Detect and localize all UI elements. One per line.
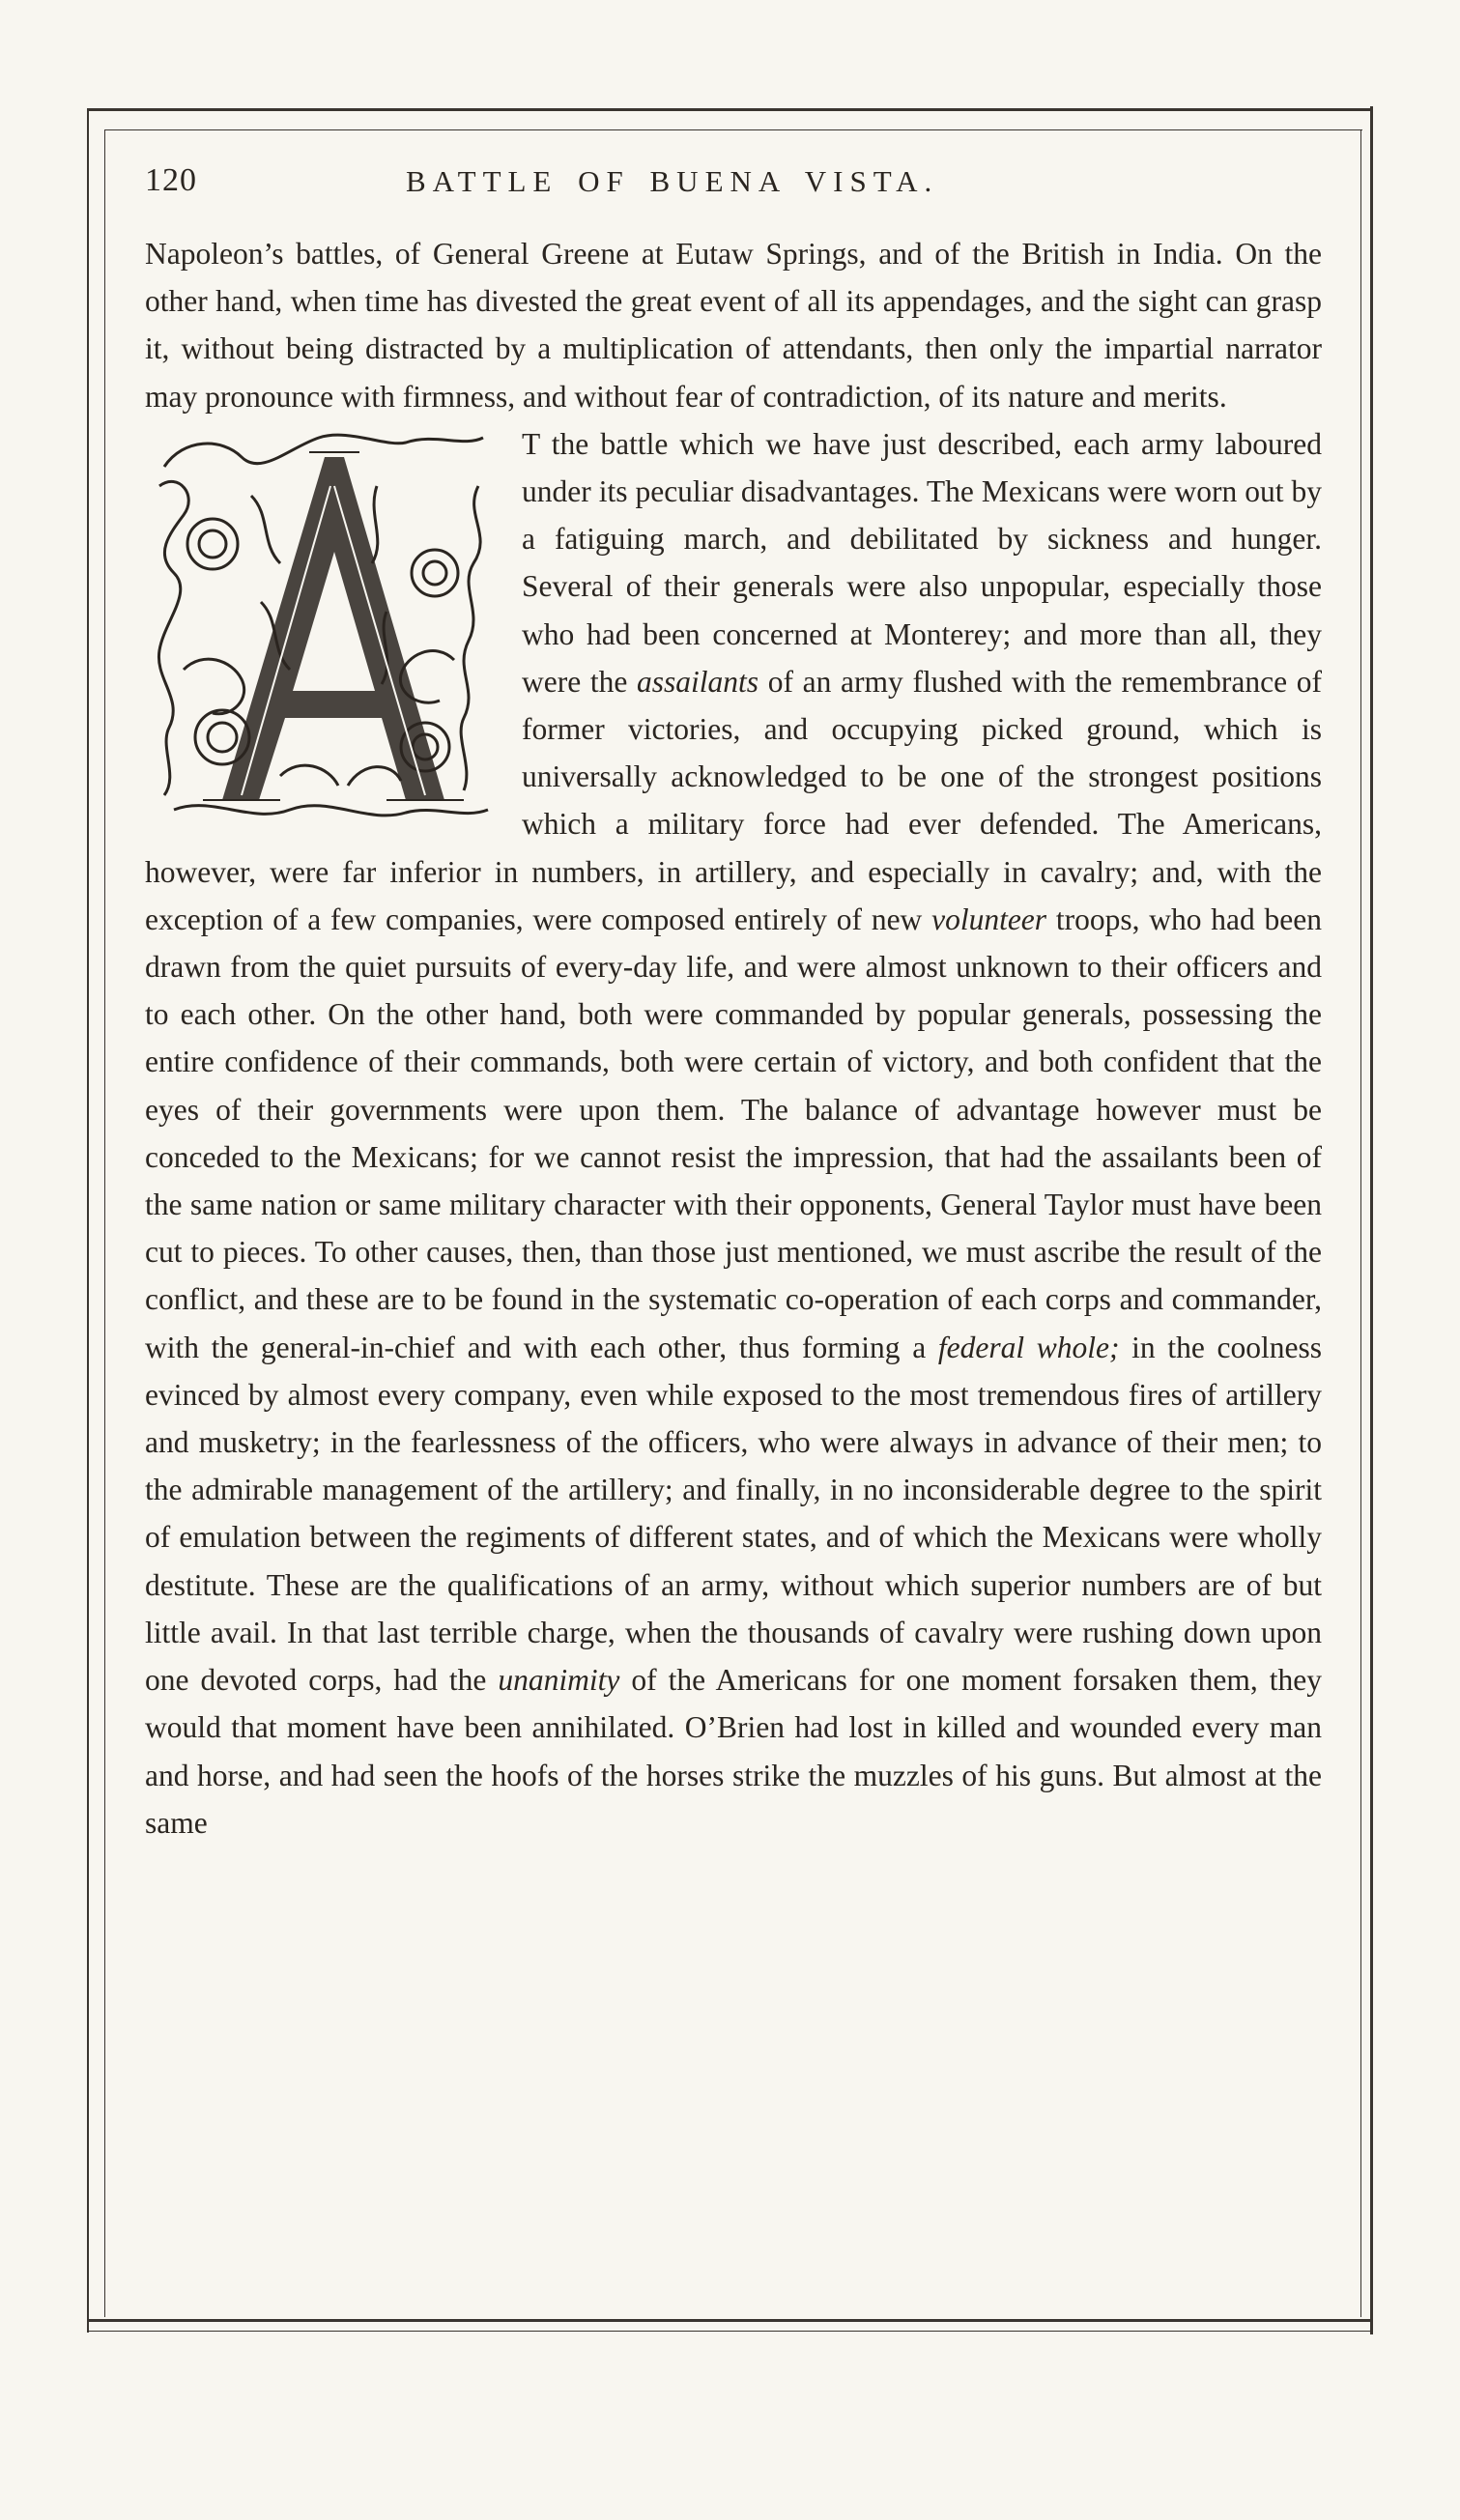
italic-volunteer: volunteer xyxy=(931,902,1047,936)
paragraph-2-text-e: of the Americans for one moment forsaken them, they would that moment have been annihilated. O’Brien had lost in killed and wounded every man and horse, and had seen the hoofs of the horses strike the muzzles of his guns. But almost at the same xyxy=(145,1663,1323,1840)
frame-outer-right-rule xyxy=(1370,106,1373,2334)
ornamental-drop-cap-icon xyxy=(145,428,504,834)
italic-assailants: assailants xyxy=(637,664,759,699)
page-header xyxy=(145,162,1324,211)
page-body xyxy=(145,230,1322,1847)
paragraph-2-text-b: of an army flushed with the remembrance of former victories, and occupying picked ground, which is universally acknowledged to be one of the strongest positions which a military force had ever defended. The Americans, however, were far inferior in numbers, in artillery, and especially in cavalry; and, with the exception of a few companies, were composed entirely of new xyxy=(145,664,1322,936)
paragraph-1: Napoleon’s battles, of General Greene at Eutaw Springs, and of the British in India. On the other hand, when time has divested the great event of all its appendages, and the sight can grasp it, without being distracted by a multiplication of attendants, then only the impartial narrator may pronounce with firmness, and without fear of contradiction, of its nature and merits. xyxy=(145,237,1322,414)
page-number: 120 xyxy=(145,162,197,198)
frame-outer-bottom-rule xyxy=(87,2319,1372,2322)
frame-outer-top-rule xyxy=(87,108,1372,111)
frame-inner-left-rule xyxy=(104,129,105,2317)
italic-federal-whole: federal whole; xyxy=(937,1330,1120,1364)
running-head: BATTLE OF BUENA VISTA. xyxy=(406,164,939,198)
paragraph-2-text-c: troops, who had been drawn from the quiet pursuits of every-day life, and were almost unknown to their officers and to each other. On the other hand, both were commanded by popular generals, possessing the entire confidence of their commands, both were certain of victory, and both confident that the eyes of their governments were upon them. The balance of advantage however must be conceded to the Mexicans; for we cannot resist the impression, that had the assailants been of the same nation or same military character with their opponents, General Taylor must have been cut to pieces. To other causes, then, than those just mentioned, we must ascribe the result of the conflict, and these are to be found in the systematic co-operation of each corps and commander, with the general-in-chief and with each other, thus forming a xyxy=(145,902,1322,1364)
italic-unanimity: unanimity xyxy=(498,1663,620,1698)
frame-inner-top-rule xyxy=(104,129,1362,130)
paragraph-2 xyxy=(145,420,1322,1847)
drop-cap-artwork xyxy=(145,428,504,834)
frame-inner-right-rule xyxy=(1360,129,1361,2317)
frame-inner-bottom-rule xyxy=(87,2331,1372,2332)
paragraph-2-text-d: in the coolness evinced by almost every company, even while exposed to the most tremendous fires of artillery and musketry; in the fearlessness of the officers, who were always in advance of their men; to the admirable management of the artillery; and finally, in no inconsiderable degree to the spirit of emulation between the regiments of different states, and of which the Mexicans were wholly destitute. These are the qualifications of an army, without which superior numbers are of but little avail. In that last terrible charge, when the thousands of cavalry were rushing down upon one devoted corps, had the xyxy=(145,1330,1322,1698)
frame-outer-left-rule xyxy=(87,110,89,2333)
paragraph-2-text-a: T the battle which we have just described, each army laboured under its peculiar disadvantages. The Mexicans were worn out by a fatiguing march, and debilitated by sickness and hunger. Several of their generals were also unpopular, especially those who had been concerned at Monterey; and more than all, they were the xyxy=(522,426,1322,699)
